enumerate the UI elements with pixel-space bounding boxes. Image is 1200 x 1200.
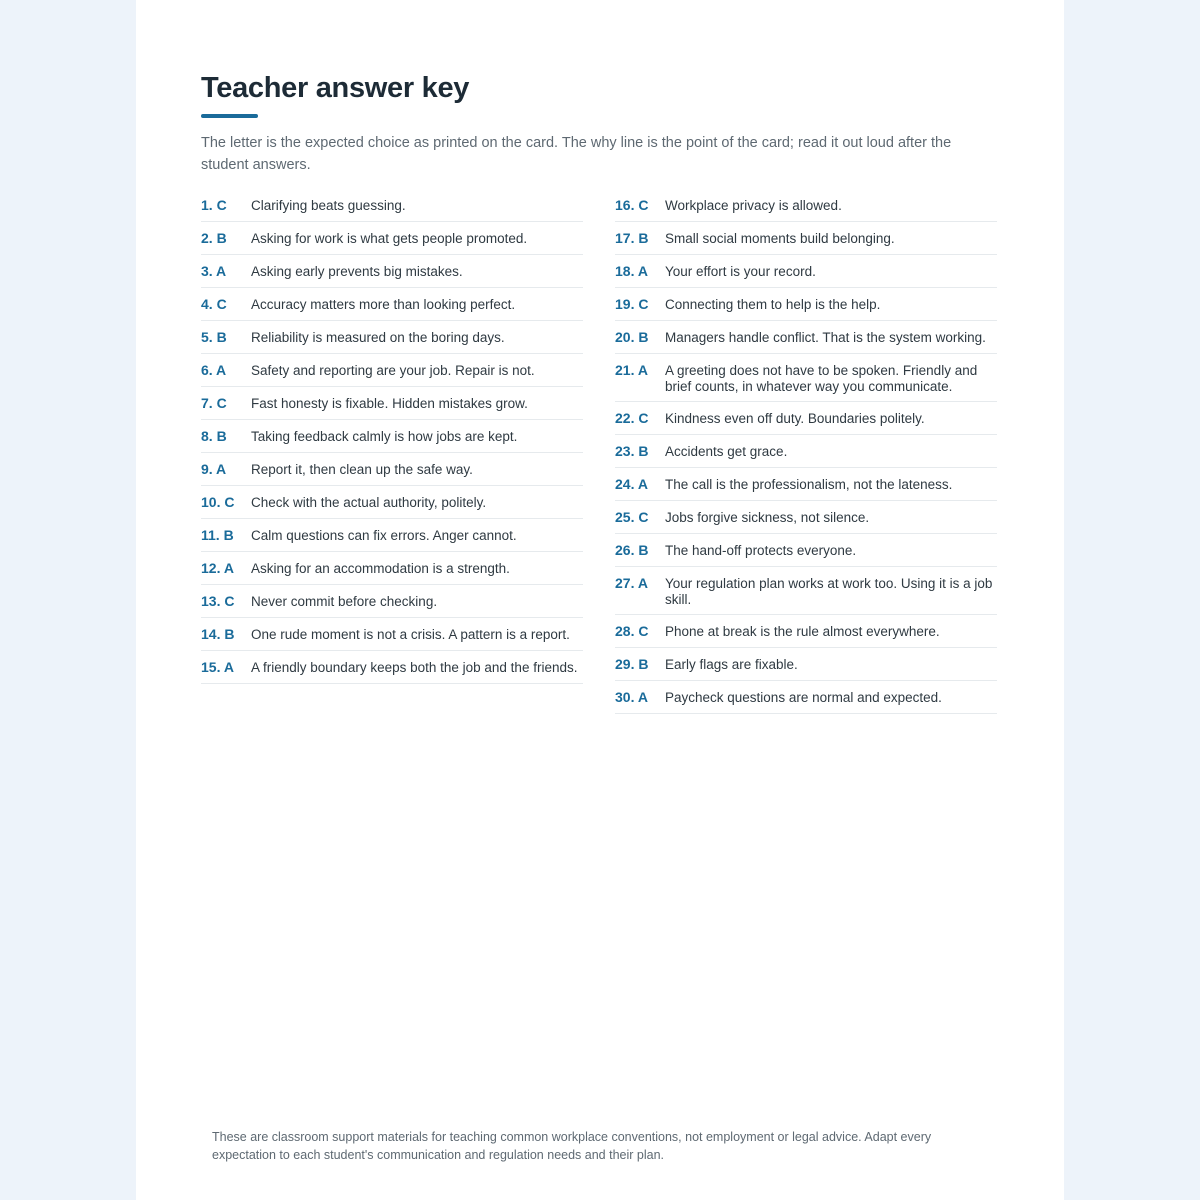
answer-why-line: Kindness even off duty. Boundaries politely. (665, 411, 925, 426)
answer-key-letter: 17. B (615, 230, 649, 246)
answer-row (201, 651, 583, 684)
answer-why-line: Safety and reporting are your job. Repair is not. (251, 363, 535, 378)
answers-column-right (615, 189, 997, 714)
answer-key-letter: 29. B (615, 656, 649, 672)
answer-row (615, 189, 997, 222)
answer-why-line: Accidents get grace. (665, 444, 788, 459)
answer-why-line: The hand-off protects everyone. (665, 543, 857, 558)
answer-why-line: Fast honesty is fixable. Hidden mistakes grow. (251, 396, 528, 411)
answer-row (615, 681, 997, 714)
answer-row (615, 435, 997, 468)
answer-row (615, 567, 997, 615)
answer-key-letter: 28. C (615, 623, 649, 639)
answer-key-letter: 10. C (201, 494, 235, 510)
answer-key-letter: 4. C (201, 296, 227, 312)
answer-row (201, 618, 583, 651)
answer-why-line: Early flags are fixable. (665, 657, 798, 672)
answer-key-sheet (136, 0, 1064, 1200)
answer-row (615, 648, 997, 681)
answer-row (615, 615, 997, 648)
answer-key-letter: 21. A (615, 362, 648, 378)
answer-key-letter: 18. A (615, 263, 648, 279)
answer-why-line: Managers handle conflict. That is the system working. (665, 330, 986, 345)
answer-row (201, 354, 583, 387)
answer-key-letter: 27. A (615, 575, 648, 591)
answer-key-letter: 1. C (201, 197, 227, 213)
answer-why-line: Never commit before checking. (251, 594, 438, 609)
answer-why-line: Small social moments build belonging. (665, 231, 895, 246)
answer-row (615, 534, 997, 567)
answer-why-line: One rude moment is not a crisis. A pattern is a report. (251, 627, 570, 642)
answer-row (201, 585, 583, 618)
answer-key-letter: 13. C (201, 593, 235, 609)
answer-row (201, 288, 583, 321)
answer-row (615, 321, 997, 354)
answer-why-line: A greeting does not have to be spoken. Friendly and brief counts, in whatever way you communicate. (665, 363, 978, 394)
answer-why-line: Connecting them to help is the help. (665, 297, 881, 312)
answer-key-letter: 24. A (615, 476, 648, 492)
answer-row (201, 321, 583, 354)
answer-row (615, 501, 997, 534)
page-title: Teacher answer key (201, 72, 470, 104)
answer-row (615, 468, 997, 501)
answer-key-letter: 7. C (201, 395, 227, 411)
answer-key-letter: 26. B (615, 542, 649, 558)
answer-why-line: Asking for work is what gets people promoted. (251, 231, 528, 246)
intro-text: The letter is the expected choice as printed on the card. The why line is the point of the card; read it out loud after the student answers. (201, 135, 952, 173)
answer-why-line: Report it, then clean up the safe way. (251, 462, 473, 477)
sheet-content (201, 70, 997, 705)
answer-key-letter: 12. A (201, 560, 234, 576)
answer-row (201, 420, 583, 453)
answer-why-line: Taking feedback calmly is how jobs are kept. (251, 429, 518, 444)
answer-row (201, 222, 583, 255)
answers-column-left (201, 189, 583, 684)
answer-why-line: Paycheck questions are normal and expected. (665, 690, 942, 705)
answer-row (615, 222, 997, 255)
answer-row (615, 288, 997, 321)
answer-row (201, 552, 583, 585)
answer-why-line: Your regulation plan works at work too. Using it is a job skill. (665, 576, 993, 607)
answer-row (615, 402, 997, 435)
answer-why-line: Asking for an accommodation is a strength. (251, 561, 510, 576)
answer-row (615, 354, 997, 402)
answer-why-line: The call is the professionalism, not the lateness. (665, 477, 953, 492)
answer-key-letter: 9. A (201, 461, 227, 477)
answer-key-letter: 25. C (615, 509, 649, 525)
answer-key-letter: 19. C (615, 296, 649, 312)
answer-key-letter: 16. C (615, 197, 649, 213)
answer-key-letter: 20. B (615, 329, 649, 345)
answer-why-line: Your effort is your record. (665, 264, 816, 279)
answer-why-line: Clarifying beats guessing. (251, 198, 406, 213)
answer-why-line: Calm questions can fix errors. Anger cannot. (251, 528, 517, 543)
answer-why-line: Check with the actual authority, politely. (251, 495, 487, 510)
answer-key-letter: 3. A (201, 263, 227, 279)
answer-key-letter: 8. B (201, 428, 227, 444)
answer-row (201, 486, 583, 519)
answer-why-line: Jobs forgive sickness, not silence. (665, 510, 870, 525)
answer-why-line: A friendly boundary keeps both the job and the friends. (251, 660, 578, 675)
answer-key-letter: 11. B (201, 527, 234, 543)
answer-why-line: Reliability is measured on the boring days. (251, 330, 505, 345)
answer-row (201, 255, 583, 288)
answer-why-line: Phone at break is the rule almost everywhere. (665, 624, 940, 639)
answer-key-letter: 6. A (201, 362, 227, 378)
answer-why-line: Workplace privacy is allowed. (665, 198, 842, 213)
answer-why-line: Asking early prevents big mistakes. (251, 264, 463, 279)
answer-key-letter: 5. B (201, 329, 227, 345)
answer-why-line: Accuracy matters more than looking perfect. (251, 297, 516, 312)
answer-row (201, 519, 583, 552)
answer-key-letter: 22. C (615, 410, 649, 426)
title-accent-bar (201, 114, 258, 118)
answer-row (615, 255, 997, 288)
answer-key-letter: 2. B (201, 230, 227, 246)
answer-key-letter: 14. B (201, 626, 235, 642)
answer-key-letter: 15. A (201, 659, 234, 675)
answer-row (201, 453, 583, 486)
answer-row (201, 387, 583, 420)
disclaimer-footer: These are classroom support materials for teaching common workplace conventions, not employment or legal advice. Adapt every expectation to each student's communication and regulation needs and their plan. (212, 1130, 932, 1162)
answer-row (201, 189, 583, 222)
answer-key-letter: 30. A (615, 689, 648, 705)
answer-key-letter: 23. B (615, 443, 649, 459)
